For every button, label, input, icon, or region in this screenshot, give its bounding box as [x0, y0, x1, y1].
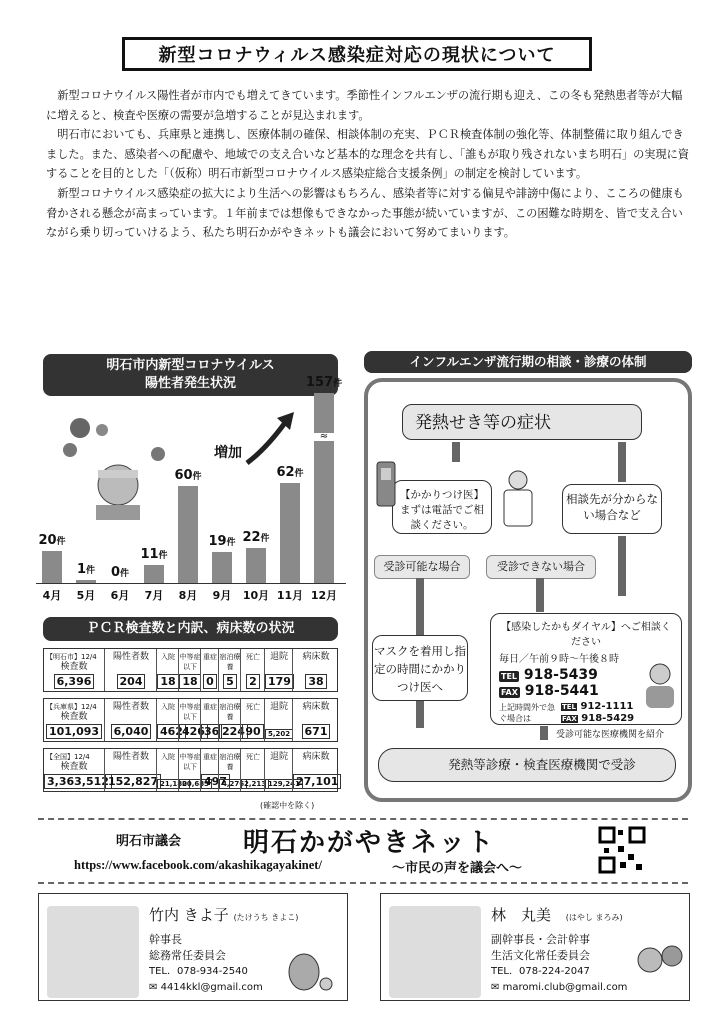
member-card [38, 893, 348, 1001]
member-email[interactable]: 4414kkl@gmail.com [160, 982, 263, 993]
pcr-cell: 病床数 38 [292, 649, 339, 691]
month-label: 4月 [42, 589, 62, 602]
bar [280, 483, 300, 583]
unknown-box: 相談先が分からない場合など [562, 484, 662, 534]
arrow [536, 578, 544, 612]
bar-chart [36, 375, 346, 610]
pcr-cell: 入院 21,180 [156, 749, 179, 791]
pcr-row [43, 648, 338, 692]
pcr-cell: 中等症以下 20,683 [178, 749, 201, 791]
group-name: 明石かがやきネット [243, 828, 496, 858]
x-axis [36, 583, 346, 584]
chart-heading: 明石市内新型コロナウイルス 陽性者発生状況 [43, 354, 338, 396]
pcr-cell: 重症 36 [200, 699, 219, 741]
pcr-cell: 宿泊療養 4,276 [218, 749, 241, 791]
pcr-cell: 中等症以下 426 [178, 699, 201, 741]
member-email[interactable]: maromi.club@gmail.com [502, 982, 628, 993]
pcr-cell: 退院 5,202 [264, 699, 293, 741]
arrow [540, 726, 548, 740]
qr-code-icon[interactable] [598, 826, 646, 874]
month-label: 11月 [276, 589, 304, 602]
pcr-cell: 宿泊療養 5 [218, 649, 241, 691]
intro-text [46, 86, 691, 243]
flow-heading: インフルエンザ流行期の相談・診療の体制 [364, 351, 692, 373]
pcr-cell: 【明石市】12/4 検査数 6,396 [46, 653, 97, 688]
footer-banner [38, 818, 688, 884]
member-name: 林 丸美 (はやし まろみ) [491, 906, 623, 924]
increase-arrow-icon [242, 408, 302, 468]
pcr-cell: 入院 18 [156, 649, 179, 691]
pcr-cell: 【兵庫県】12/4 検査数 101,093 [44, 699, 104, 741]
arrow [452, 442, 460, 462]
month-label: 10月 [242, 589, 270, 602]
member-card [380, 893, 690, 1001]
member-name: 竹内 きよ子 (たけうち きよこ) [149, 906, 299, 924]
pcr-cell: 陽性者数 152,827 [104, 749, 157, 791]
virus-patient-illustration [58, 410, 168, 520]
council-name: 明石市議会 [116, 834, 182, 849]
pcr-heading: ＰＣＲ検査数と内訳、病床数の状況 [43, 617, 338, 641]
pcr-cell: 死亡 2,213 [240, 749, 265, 791]
slogan: 〜市民の声を議会へ〜 [392, 861, 523, 876]
bar-value-label: 20件 [38, 532, 66, 548]
bar-value-label: 22件 [242, 529, 270, 545]
pcr-note: (確認中を除く) [260, 801, 315, 810]
final-box: 発熱等診療・検査医療機関で受診 [378, 748, 676, 782]
pcr-cell: 死亡 2 [240, 649, 265, 691]
pcr-cell: 入院 462 [156, 699, 179, 741]
mask-box: マスクを着用し指定の時間にかかりつけ医へ [372, 635, 468, 701]
operator-icon [640, 660, 680, 710]
bar-value-label: 60件 [174, 468, 202, 484]
bar [246, 548, 266, 583]
bar-value-label: 11件 [140, 547, 168, 563]
bar [42, 551, 62, 583]
mail-icon: ✉ [149, 982, 158, 993]
month-label: 8月 [178, 589, 198, 602]
member-photo [389, 906, 481, 998]
intro-paragraph: 新型コロナウイルス感染症の拡大により生活への影響はもちろん、感染者等に対する偏見や誹謗中傷により、こころの健康も脅かされる懸念が高まっています。１年前までは想像もできなかった事態が続いていますが、この困難な時期を、皆で支え合いながら乗り切っていけるよう、私たち明石かがやきネットも議会において努めてまいります。 [46, 186, 684, 240]
pcr-cell: 重症 497 [200, 749, 219, 791]
bar [144, 565, 164, 583]
cannot-visit-pill: 受診できない場合 [486, 555, 596, 579]
pcr-cell: 退院 129,241 [264, 749, 293, 791]
bar [212, 552, 232, 583]
temari-icon [636, 938, 686, 978]
fax-tag: FAX [501, 688, 518, 697]
axis-break: ≈ [311, 433, 337, 441]
pcr-cell: 陽性者数 6,040 [104, 699, 157, 741]
pcr-cell: 中等症以下 18 [178, 649, 201, 691]
mail-icon: ✉ [491, 982, 500, 993]
pcr-cell: 退院 179 [264, 649, 293, 691]
month-label: 12月 [310, 589, 338, 602]
pcr-cell: 重症 0 [200, 649, 219, 691]
bar-value-label: 157件 [305, 375, 343, 390]
month-label: 7月 [144, 589, 164, 602]
month-label: 6月 [110, 589, 130, 602]
dial-box: 【感染したかもダイヤル】へご相談ください 毎日／午前９時〜午後８時 TEL 918-5439 FAX 918-5441 上記時間外で急ぐ場合は TEL 912-1111 FAX 918-5429 [490, 613, 682, 725]
phone-icon [372, 460, 402, 510]
month-label: 5月 [76, 589, 96, 602]
month-label: 9月 [212, 589, 232, 602]
fax-number: 918-5441 [524, 683, 599, 699]
facebook-link[interactable]: https://www.facebook.com/akashikagayakinet/ [74, 858, 322, 872]
page-title: 新型コロナウィルス感染症対応の現状について [122, 37, 592, 71]
intro-note: 受診可能な医療機関を紹介 [556, 730, 665, 740]
member-info: 副幹事長・会計幹事 生活文化常任委員会 TEL．078-224-2047 ✉ maromi.club@gmail.com [491, 933, 628, 993]
intro-paragraph: 明石市においても、兵庫県と連携し、医療体制の確保、相談体制の充実、ＰＣＲ検査体制の強化等、体制整備に取り組んできました。また、感染者への配慮や、地域での支え合いなど基本的な理念を共有し、「誰もが取り残されないまち明石」の実現に資することを目的とした「（仮称）明石市新型コロナウイルス感染症総合支援条例」の制定を検討しています。 [46, 128, 690, 181]
tel-number[interactable]: 918-5439 [523, 667, 598, 683]
pcr-cell: 病床数 671 [292, 699, 339, 741]
bar-value-label: 19件 [208, 534, 236, 550]
pcr-cell: 【全国】12/4 検査数 3,363,512 [44, 749, 104, 791]
pcr-row [43, 748, 338, 792]
arrow [618, 536, 626, 596]
arrow [618, 442, 626, 482]
symptom-box: 発熱せき等の症状 [402, 404, 642, 440]
intro-paragraph: 新型コロナウイルス陽性者が市内でも増えてきています。季節性インフルエンザの流行期も迎え、この冬も発熱患者等が大幅に増えると、検査や医療の需要が急増することが見込まれます。 [46, 89, 683, 122]
bar-value-label: 62件 [276, 465, 304, 480]
bar-value-label: 1件 [76, 562, 96, 577]
member-photo [47, 906, 139, 998]
kakaritsuke-box: 【かかりつけ医】まずは電話でご相談ください。 [392, 480, 492, 534]
bar [178, 486, 198, 583]
member-info: 幹事長 総務常任委員会 TEL．078-934-2540 ✉ 4414kkl@gmail.com [149, 933, 263, 993]
doctor-icon [498, 468, 538, 528]
can-visit-pill: 受診可能な場合 [374, 555, 470, 579]
pcr-cell: 陽性者数 204 [104, 649, 157, 691]
pcr-cell: 宿泊療養 224 [218, 699, 241, 741]
tel2-number[interactable]: 912-1111 [580, 701, 634, 712]
pcr-row [43, 698, 338, 742]
bar [314, 393, 334, 583]
bar-value-label: 0件 [110, 565, 130, 580]
fax2-number: 918-5429 [581, 713, 635, 724]
daruma-icon [284, 944, 339, 994]
pcr-cell: 死亡 90 [240, 699, 265, 741]
increase-label: 増加 [214, 445, 242, 461]
tel-tag: TEL [501, 672, 518, 681]
pcr-cell: 病床数 27,101 [292, 749, 339, 791]
